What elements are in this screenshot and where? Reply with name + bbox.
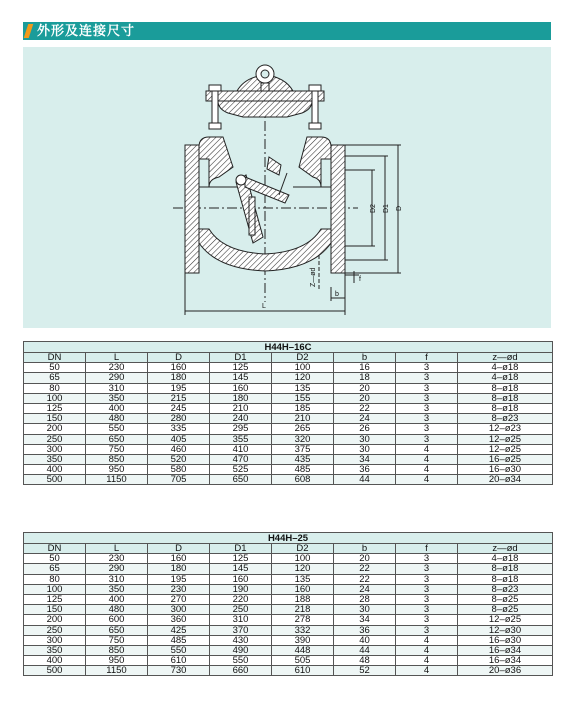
table-row — [24, 645, 553, 655]
table-cell: 750 — [86, 635, 148, 645]
table-cell: 120 — [272, 373, 334, 383]
table-row — [24, 454, 553, 464]
column-header: f — [396, 544, 458, 554]
table-cell: 4–ø18 — [458, 554, 553, 564]
table-cell: 52 — [334, 666, 396, 676]
table-cell: 950 — [86, 656, 148, 666]
table-cell: 8–ø25 — [458, 594, 553, 604]
table-cell: 185 — [272, 403, 334, 413]
table-cell: 48 — [334, 656, 396, 666]
table-cell: 3 — [396, 434, 458, 444]
table-cell: 180 — [148, 564, 210, 574]
table-cell: 278 — [272, 615, 334, 625]
table-cell: 310 — [86, 574, 148, 584]
table-cell: 550 — [148, 645, 210, 655]
section-title: 外形及连接尺寸 — [37, 23, 136, 38]
title-accent-mark — [24, 24, 34, 38]
table-cell: 950 — [86, 465, 148, 475]
table-row — [24, 584, 553, 594]
table-cell: 3 — [396, 625, 458, 635]
table-row — [24, 605, 553, 615]
table-cell: 650 — [86, 625, 148, 635]
table-cell: 505 — [272, 656, 334, 666]
table-cell: 125 — [210, 363, 272, 373]
bonnet-cover — [218, 101, 312, 117]
table-cell: 160 — [210, 383, 272, 393]
table-cell: 250 — [210, 605, 272, 615]
table-row — [24, 403, 553, 413]
table-cell: 3 — [396, 393, 458, 403]
table-cell: 188 — [272, 594, 334, 604]
table-cell: 8–ø23 — [458, 584, 553, 594]
table-cell: 44 — [334, 475, 396, 485]
table-cell: 8–ø18 — [458, 574, 553, 584]
table-cell: 730 — [148, 666, 210, 676]
table-cell: 480 — [86, 605, 148, 615]
table-cell: 195 — [148, 383, 210, 393]
table-cell: 1150 — [86, 666, 148, 676]
column-header: D — [148, 353, 210, 363]
column-header: D1 — [210, 353, 272, 363]
table-cell: 390 — [272, 635, 334, 645]
table-cell: 4 — [396, 645, 458, 655]
table-cell: 100 — [272, 363, 334, 373]
table-cell: 210 — [272, 414, 334, 424]
table-cell: 270 — [148, 594, 210, 604]
column-header: b — [334, 544, 396, 554]
table-cell: 470 — [210, 454, 272, 464]
table-cell: 280 — [148, 414, 210, 424]
table-cell: 3 — [396, 424, 458, 434]
table-cell: 125 — [24, 403, 86, 413]
table-row — [24, 414, 553, 424]
table-cell: 4–ø18 — [458, 363, 553, 373]
table-cell: 580 — [148, 465, 210, 475]
table-cell: 20–ø36 — [458, 666, 553, 676]
table-cell: 16 — [334, 363, 396, 373]
table-cell: 16–ø34 — [458, 656, 553, 666]
table-cell: 20 — [334, 393, 396, 403]
table-cell: 100 — [272, 554, 334, 564]
table-cell: 240 — [210, 414, 272, 424]
table-row — [24, 656, 553, 666]
section-title-bar — [23, 22, 551, 40]
label-f: f — [359, 276, 361, 283]
table-cell: 65 — [24, 564, 86, 574]
table-cell: 160 — [272, 584, 334, 594]
table-title: H44H–16C — [24, 342, 553, 353]
table-cell: 350 — [86, 393, 148, 403]
table-cell: 610 — [148, 656, 210, 666]
table-cell: 610 — [272, 666, 334, 676]
table-cell: 850 — [86, 645, 148, 655]
table-cell: 135 — [272, 383, 334, 393]
label-b: b — [335, 291, 339, 298]
table-cell: 400 — [24, 465, 86, 475]
table-cell: 405 — [148, 434, 210, 444]
table-cell: 22 — [334, 403, 396, 413]
table-cell: 355 — [210, 434, 272, 444]
table-cell: 500 — [24, 475, 86, 485]
table-cell: 30 — [334, 434, 396, 444]
table-row — [24, 564, 553, 574]
table-cell: 550 — [210, 656, 272, 666]
column-header: D2 — [272, 544, 334, 554]
table-cell: 230 — [86, 363, 148, 373]
table-cell: 300 — [24, 635, 86, 645]
table-row — [24, 594, 553, 604]
table-cell: 425 — [148, 625, 210, 635]
table-cell: 3 — [396, 594, 458, 604]
table-cell: 145 — [210, 373, 272, 383]
table-cell: 525 — [210, 465, 272, 475]
column-header: f — [396, 353, 458, 363]
table-cell: 210 — [210, 403, 272, 413]
table-cell: 300 — [148, 605, 210, 615]
table-cell: 20–ø34 — [458, 475, 553, 485]
table-cell: 80 — [24, 574, 86, 584]
table-cell: 100 — [24, 584, 86, 594]
table-cell: 500 — [24, 666, 86, 676]
table-row — [24, 434, 553, 444]
table-cell: 4 — [396, 475, 458, 485]
table-cell: 215 — [148, 393, 210, 403]
table-cell: 4 — [396, 444, 458, 454]
table-cell: 290 — [86, 373, 148, 383]
table-cell: 180 — [210, 393, 272, 403]
table-cell: 3 — [396, 554, 458, 564]
column-header: z—ød — [458, 544, 553, 554]
table-cell: 4 — [396, 465, 458, 475]
column-header: L — [86, 544, 148, 554]
table-cell: 400 — [86, 403, 148, 413]
table-cell: 3 — [396, 564, 458, 574]
table-cell: 8–ø25 — [458, 605, 553, 615]
column-header: L — [86, 353, 148, 363]
hinge-pin — [236, 175, 246, 185]
table-cell: 350 — [86, 584, 148, 594]
valve-cross-section-diagram — [23, 47, 551, 328]
table-cell: 34 — [334, 454, 396, 464]
table-cell: 160 — [148, 554, 210, 564]
table-row — [24, 625, 553, 635]
table-cell: 150 — [24, 605, 86, 615]
table-cell: 3 — [396, 363, 458, 373]
seat-ring — [249, 197, 255, 235]
table-row — [24, 444, 553, 454]
table-cell: 300 — [24, 444, 86, 454]
table-cell: 705 — [148, 475, 210, 485]
table-cell: 22 — [334, 564, 396, 574]
table-cell: 100 — [24, 393, 86, 403]
left-flange — [185, 145, 199, 273]
table-cell: 200 — [24, 615, 86, 625]
table-cell: 8–ø18 — [458, 564, 553, 574]
table-cell: 26 — [334, 424, 396, 434]
table-cell: 460 — [148, 444, 210, 454]
table-cell: 160 — [148, 363, 210, 373]
table-cell: 290 — [86, 564, 148, 574]
label-d2: D2 — [370, 204, 377, 213]
table-cell: 80 — [24, 383, 86, 393]
table-cell: 650 — [86, 434, 148, 444]
label-l: L — [262, 303, 266, 310]
table-row — [24, 635, 553, 645]
table-cell: 50 — [24, 554, 86, 564]
table-cell: 332 — [272, 625, 334, 635]
column-header: z—ød — [458, 353, 553, 363]
table-row — [24, 424, 553, 434]
table-cell: 18 — [334, 373, 396, 383]
table-row — [24, 383, 553, 393]
table-cell: 410 — [210, 444, 272, 454]
table-cell: 125 — [24, 594, 86, 604]
table-cell: 370 — [210, 625, 272, 635]
label-d: D — [396, 205, 403, 211]
column-header: DN — [24, 544, 86, 554]
table-cell: 350 — [24, 645, 86, 655]
table-header-row — [24, 353, 553, 363]
table-cell: 490 — [210, 645, 272, 655]
label-d1: D1 — [383, 204, 390, 213]
table-cell: 310 — [210, 615, 272, 625]
table-cell: 12–ø25 — [458, 434, 553, 444]
table-row — [24, 393, 553, 403]
table-cell: 480 — [86, 414, 148, 424]
table-cell: 600 — [86, 615, 148, 625]
table-cell: 3 — [396, 605, 458, 615]
table-cell: 24 — [334, 584, 396, 594]
table-cell: 3 — [396, 574, 458, 584]
table-row — [24, 373, 553, 383]
table-cell: 400 — [24, 656, 86, 666]
table-cell: 36 — [334, 465, 396, 475]
valve-drawing-panel — [23, 47, 551, 328]
table-cell: 40 — [334, 635, 396, 645]
table-cell: 3 — [396, 414, 458, 424]
column-header: b — [334, 353, 396, 363]
table-cell: 350 — [24, 454, 86, 464]
table-cell: 30 — [334, 605, 396, 615]
table-cell: 135 — [272, 574, 334, 584]
table-cell: 120 — [272, 564, 334, 574]
column-header: DN — [24, 353, 86, 363]
table-cell: 3 — [396, 403, 458, 413]
column-header: D2 — [272, 353, 334, 363]
table-cell: 20 — [334, 554, 396, 564]
bonnet-flange — [206, 91, 324, 101]
table-cell: 310 — [86, 383, 148, 393]
table-cell: 360 — [148, 615, 210, 625]
table-cell: 16–ø30 — [458, 465, 553, 475]
table-cell: 22 — [334, 574, 396, 584]
column-header: D — [148, 544, 210, 554]
table-cell: 34 — [334, 615, 396, 625]
table-row — [24, 615, 553, 625]
table-cell: 4 — [396, 454, 458, 464]
table-cell: 20 — [334, 383, 396, 393]
table-cell: 4–ø18 — [458, 373, 553, 383]
table-cell: 295 — [210, 424, 272, 434]
table-cell: 485 — [272, 465, 334, 475]
column-header: D1 — [210, 544, 272, 554]
table-cell: 125 — [210, 554, 272, 564]
table-cell: 400 — [86, 594, 148, 604]
table-row — [24, 666, 553, 676]
table-cell: 3 — [396, 615, 458, 625]
table-cell: 265 — [272, 424, 334, 434]
table-row — [24, 465, 553, 475]
table-cell: 3 — [396, 373, 458, 383]
table-cell: 320 — [272, 434, 334, 444]
table-cell: 180 — [148, 373, 210, 383]
table-cell: 550 — [86, 424, 148, 434]
table-cell: 750 — [86, 444, 148, 454]
spec-table-h44h-25 — [23, 532, 553, 676]
table-cell: 30 — [334, 444, 396, 454]
table-cell: 44 — [334, 645, 396, 655]
table-cell: 230 — [148, 584, 210, 594]
spec-table-h44h-16c — [23, 341, 553, 485]
table-cell: 160 — [210, 574, 272, 584]
table-cell: 24 — [334, 414, 396, 424]
table-cell: 4 — [396, 635, 458, 645]
table-cell: 150 — [24, 414, 86, 424]
table-cell: 8–ø23 — [458, 414, 553, 424]
table-row — [24, 363, 553, 373]
table-cell: 1150 — [86, 475, 148, 485]
table-title: H44H–25 — [24, 533, 553, 544]
table-cell: 608 — [272, 475, 334, 485]
table-cell: 3 — [396, 584, 458, 594]
table-cell: 8–ø18 — [458, 393, 553, 403]
table-cell: 485 — [148, 635, 210, 645]
table-cell: 335 — [148, 424, 210, 434]
label-z-d: Z—ød — [310, 267, 317, 287]
table-cell: 12–ø25 — [458, 615, 553, 625]
table-cell: 8–ø18 — [458, 403, 553, 413]
table-cell: 218 — [272, 605, 334, 615]
table-cell: 650 — [210, 475, 272, 485]
table-row — [24, 554, 553, 564]
table-cell: 520 — [148, 454, 210, 464]
table-cell: 245 — [148, 403, 210, 413]
table-row — [24, 475, 553, 485]
table-cell: 375 — [272, 444, 334, 454]
table-cell: 250 — [24, 434, 86, 444]
table-cell: 50 — [24, 363, 86, 373]
table-cell: 145 — [210, 564, 272, 574]
table-cell: 430 — [210, 635, 272, 645]
table-cell: 850 — [86, 454, 148, 464]
table-cell: 16–ø34 — [458, 645, 553, 655]
table-cell: 220 — [210, 594, 272, 604]
table-row — [24, 574, 553, 584]
table-cell: 16–ø25 — [458, 454, 553, 464]
table-cell: 16–ø30 — [458, 635, 553, 645]
table-cell: 4 — [396, 656, 458, 666]
table-cell: 12–ø25 — [458, 444, 553, 454]
table-cell: 190 — [210, 584, 272, 594]
right-flange — [331, 145, 345, 273]
table-cell: 660 — [210, 666, 272, 676]
table-cell: 36 — [334, 625, 396, 635]
table-cell: 435 — [272, 454, 334, 464]
table-cell: 65 — [24, 373, 86, 383]
table-cell: 195 — [148, 574, 210, 584]
table-cell: 200 — [24, 424, 86, 434]
table-cell: 4 — [396, 666, 458, 676]
table-cell: 230 — [86, 554, 148, 564]
table-cell: 12–ø30 — [458, 625, 553, 635]
table-cell: 12–ø23 — [458, 424, 553, 434]
table-cell: 448 — [272, 645, 334, 655]
table-cell: 8–ø18 — [458, 383, 553, 393]
table-header-row — [24, 544, 553, 554]
table-cell: 155 — [272, 393, 334, 403]
table-cell: 28 — [334, 594, 396, 604]
table-cell: 250 — [24, 625, 86, 635]
table-cell: 3 — [396, 383, 458, 393]
